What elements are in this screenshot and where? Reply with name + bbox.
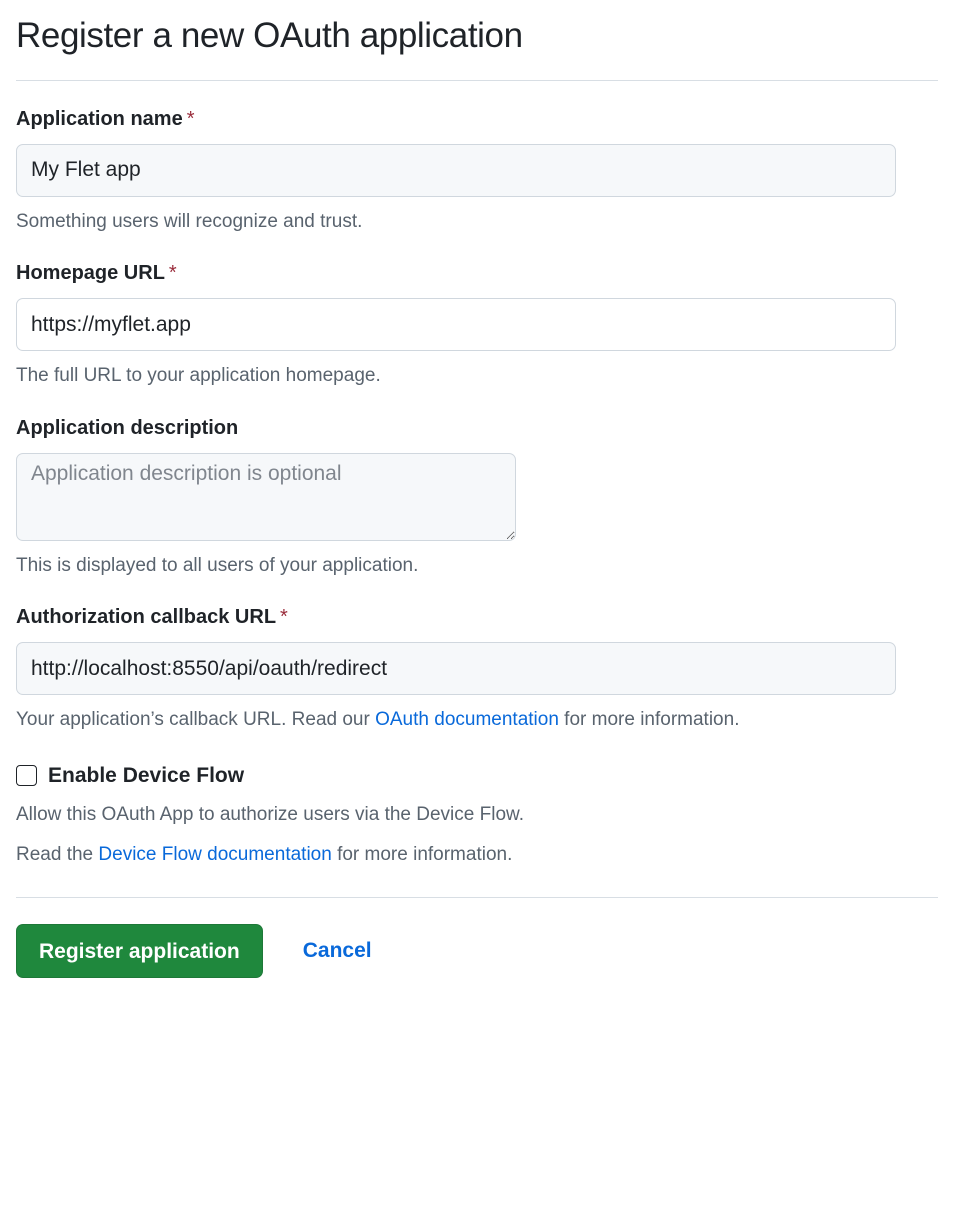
callback-url-input[interactable] xyxy=(16,642,896,695)
application-name-input[interactable] xyxy=(16,144,896,197)
application-description-textarea[interactable] xyxy=(16,453,516,541)
device-flow-hint-line-1: Allow this OAuth App to authorize users via the Device Flow. xyxy=(16,803,524,825)
application-name-hint: Something users will recognize and trust. xyxy=(16,210,363,232)
register-application-button[interactable]: Register application xyxy=(16,924,263,978)
title-divider xyxy=(16,80,938,81)
cancel-link[interactable]: Cancel xyxy=(302,939,372,963)
homepage-url-input[interactable] xyxy=(16,298,896,351)
homepage-url-label xyxy=(16,261,938,285)
callback-url-label-text: Authorization callback URL xyxy=(16,606,277,629)
application-description-label-text: Application description xyxy=(16,416,239,439)
callback-url-hint xyxy=(16,706,938,734)
application-name-label-text: Application name xyxy=(16,107,183,130)
homepage-url-hint: The full URL to your application homepage. xyxy=(16,365,381,387)
application-description-label xyxy=(16,416,938,440)
enable-device-flow-checkbox[interactable] xyxy=(16,765,37,786)
field-authorization-callback-url xyxy=(16,605,938,734)
callback-url-label xyxy=(16,605,938,629)
register-oauth-app-page xyxy=(0,14,954,1014)
required-asterisk: * xyxy=(280,606,288,629)
device-flow-row[interactable] xyxy=(16,764,938,788)
actions-divider xyxy=(16,897,938,898)
application-name-label xyxy=(16,107,938,131)
homepage-url-label-text: Homepage URL xyxy=(16,262,165,285)
required-asterisk: * xyxy=(168,262,177,285)
oauth-documentation-link[interactable]: OAuth documentation xyxy=(375,709,559,731)
device-flow-hint-after: for more information. xyxy=(331,844,513,866)
field-homepage-url xyxy=(16,261,938,390)
device-flow-hint-line-2 xyxy=(16,841,938,869)
enable-device-flow-label[interactable]: Enable Device Flow xyxy=(48,763,245,787)
field-application-name xyxy=(16,107,938,236)
callback-url-hint-text-after: for more information. xyxy=(558,709,740,731)
required-asterisk: * xyxy=(186,107,195,130)
form-actions xyxy=(16,924,938,1014)
field-application-description xyxy=(16,416,938,580)
page-title: Register a new OAuth application xyxy=(16,16,523,55)
device-flow-documentation-link[interactable]: Device Flow documentation xyxy=(98,844,332,866)
device-flow-hint-before: Read the xyxy=(16,844,99,866)
application-description-hint: This is displayed to all users of your application. xyxy=(16,554,419,576)
callback-url-hint-text-before: Your application’s callback URL. Read our xyxy=(16,709,376,731)
